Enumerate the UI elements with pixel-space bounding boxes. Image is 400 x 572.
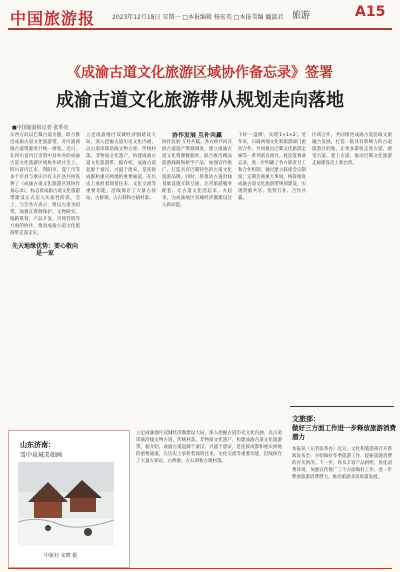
side-news-text [292,446,392,564]
side-news-body: 本报讯（记者张革亮）近日，文化和旅游部召开新闻发布会，介绍做好冬季旅游工作、提振旅游消费的有关情况。下一步，将从丰富产品供给、优化消费环境、加强宣传推广三个方面做好工作，进一步释放旅游消费潜力，推动旅游业高质量发展。 [292,447,392,480]
side-news-subtitle: 做好三方面工作进一步释放旅游消费潜力 [292,424,396,441]
bottom-rule [8,568,392,569]
headline-title: 成渝古道文化旅游带从规划走向落地 [56,90,344,111]
issue-date: 2023年12月18日 星期一 □本报编辑 杨宏英 □本报美编 巍淑君 [112,14,284,21]
column-4-text: 下好'一盘棋'，实现'1+1>2'。近年来，川渝两地文化和旅游部门密切合作，共同推出巴蜀文化旅游走廊等一系列重点项目。此次签署备忘录，进一步明确了各方职责分工和合作机制，通过建立联席会议制度，定期会商重大事项，统筹推进成渝古道文化旅游带规划建设，实现资源共享、优势互补、合作共赢。 [238,133,306,201]
header-rule [8,28,392,30]
photo-title: 山东济南： [20,441,55,449]
article-column-2 [86,132,156,422]
column-2-text: 立足成渝地区双城经济圈建设大局，深入挖掘古道历史文化内涵，以古道串联沿线文物古迹、传统村落、非物质文化遗产，构建成渝古道文化旅游带。据介绍，成渝古道起源于秦汉，兴盛于唐宋，是连接成都和重庆两地的重要通道，在历史上承担着商贸往来、文化交流等重要功能，沿线保存了大量古驿站、古桥梁、古石刻和古镇村落。 [86,133,156,201]
headline-subtitle: 《成渝古道文化旅游区域协作备忘录》签署 [67,65,333,81]
section-name: 旅游 [292,11,311,21]
side-rule [290,406,394,407]
article-column-3 [162,132,232,422]
column-3-text: 协作发展 互补共赢。各方将共同开展古道遗产资源调查，建立成渝古道文化资源数据库，联合推出精品旅游线路和研学产品，加强宣传推广，打造具有巴蜀特色的古道文化旅游品牌。同时，将推动古道沿线基础设施互联互通，完善旅游服务配套，让古道文化活起来、火起来，为成渝地区双城经济圈建设注入新动能。 [162,140,232,208]
article-column-1 [10,132,80,422]
snow-scene-photo [18,462,114,546]
column-1-subhead: 先天地缘优势：要心敬向是一家 [11,243,78,257]
continuation-text: 立足成渝地区双城经济圈建设大局，深入挖掘古道历史文化内涵，以古道串联沿线文物古迹、传统村落、非物质文化遗产，构建成渝古道文化旅游带。据介绍，成渝古道起源于秦汉，兴盛于唐宋，是连接成都和重庆两地的重要通道，在历史上承担着商贸往来、文化交流等重要功能，沿线保存了大量古驿站、古桥梁、古石刻和古镇村落。 [136,431,282,464]
article-column-5 [312,132,392,402]
photo-subtitle: 雪中泉城美如画 [20,452,63,459]
column-1-text: 东西方向以巴蜀古道为题，联合推出成渝古道文化旅游带，对川渝两地古道资源进行统一规划。近日，在四川省内江市资中县举办的成渝古道文化旅游区域协作研讨会上，四川省内江市、资阳市、遂宁市等多个市县与重庆市有关区县共同签署了《成渝古道文化旅游区域协作备忘录》，标志着成渝古道文化旅游带建设正式迈入实质性阶段。会上，与会各方表示，将以古道为纽带，加强在资源保护、文物研究、线路策划、产品开发、市场营销等方面的协作，推动成渝古道文化旅游带走深走实。 [10,133,80,236]
article-byline: ■中国旅游报记者 张革亮 [12,125,69,131]
column-3-subhead: 协作发展 互补共赢 [171,132,223,139]
photo-author: 中新社 宋晓 摄 [44,553,78,559]
page-header [0,0,400,62]
side-news-title: 文旅部： [292,415,320,423]
column-5-text: 区域合作，共同推进成渝古道沿线文旅融合发展，打造一批具有影响力的古道旅游目的地，让更多游客走进古道、感受古道、爱上古道，推动巴蜀文化旅游走廊建设迈上新台阶。 [312,133,392,166]
article-continuation [136,430,282,566]
page-number: A15 [355,4,386,20]
newspaper-logo: 中国旅游报 [10,9,96,28]
